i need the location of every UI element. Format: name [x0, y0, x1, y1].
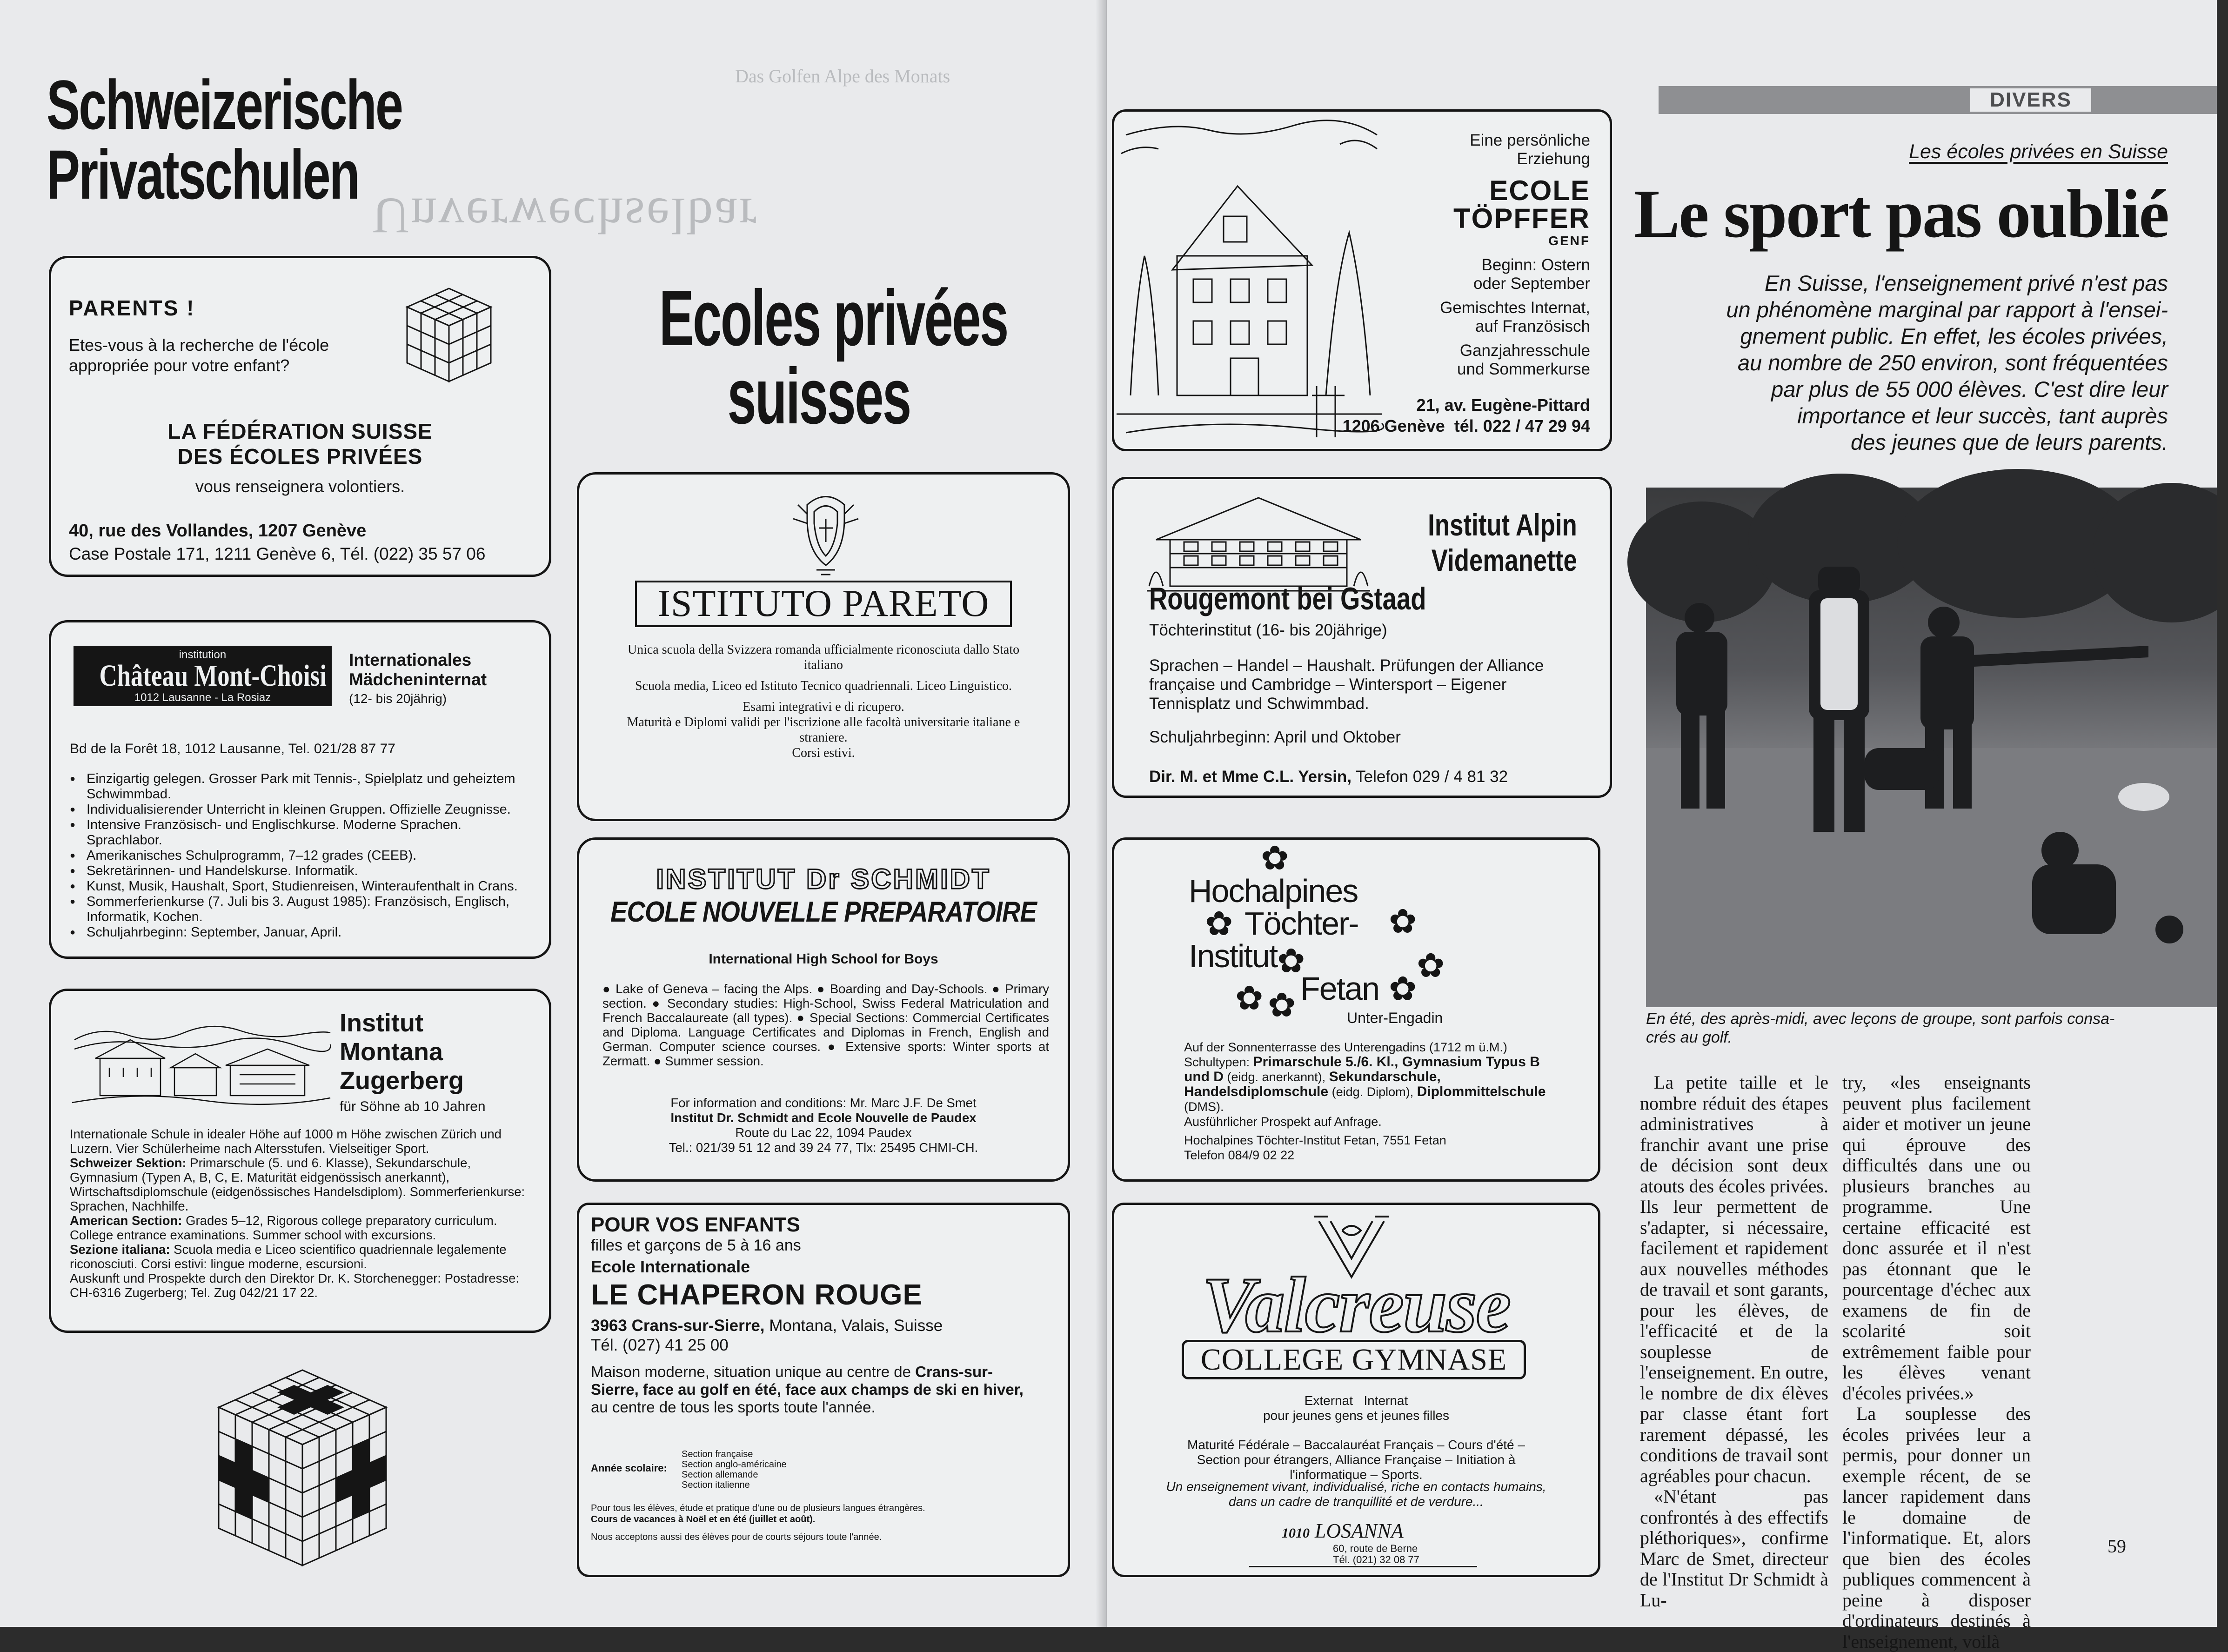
- article-paragraph: try, «les enseignants peuvent plus facilement aider et motiver un jeune qui éprouve des difficultés dans une ou plusieurs branches au programme. Une certaine efficacité est donc assurée et il n'est pas étonnant que le pourcentage d'échec aux examens de fin de scolarité soit extrêmement faible pour les élèves venant d'écoles privées.»: [1842, 1072, 2031, 1404]
- valcreuse-for: pour jeunes gens et jeunes filles: [1263, 1408, 1450, 1423]
- flower-icon: ✿: [1205, 905, 1233, 943]
- chaperon-tel: Tél. (027) 41 25 00: [591, 1336, 729, 1354]
- federation-line: DES ÉCOLES PRIVÉES: [177, 444, 423, 468]
- valcreuse-regime: Externat Internat: [1304, 1393, 1408, 1408]
- chaperon-note: Pour tous les élèves, étude et pratique d'une ou de plusieurs langues étrangères.: [591, 1503, 925, 1513]
- chateau-address: Bd de la Forêt 18, 1012 Lausanne, Tel. 021/28 87 77: [70, 741, 395, 756]
- ad-chateau-mont-choisi: [49, 620, 551, 959]
- chaperon-head: POUR VOS ENFANTS: [591, 1213, 800, 1236]
- ad-institut-fetan: [1112, 837, 1600, 1182]
- left-page: [0, 0, 1107, 1627]
- alpin-name: [1428, 507, 1577, 578]
- alpin-chalet-illustration: [1147, 488, 1370, 595]
- topffer-intro-line: Eine persönliche: [1470, 131, 1590, 149]
- montana-intro: Internationale Schule in idealer Höhe auf 1000 m Höhe zwischen Zürich und Luzern. Vier Schülerheime nach Altersstufen. Vielseitiger Sport.: [70, 1127, 502, 1156]
- chateau-type-line: Internationales: [349, 650, 472, 669]
- chaperon-notes: [591, 1503, 925, 1543]
- chaperon-section: Section italienne: [682, 1480, 750, 1490]
- pareto-line: Maturità e Diplomi validi per l'iscrizione alle facoltà universitarie italiane e straniere.: [627, 715, 1020, 745]
- montana-name: [340, 1009, 464, 1095]
- topffer-city: GENF: [1548, 234, 1590, 248]
- lead-line: des jeunes que de leurs parents.: [1851, 430, 2168, 455]
- list-item: ● Einzigartig gelegen. Grosser Park mit Tennis-, Spielplatz und geheiztem Schwimmbad.: [70, 771, 535, 802]
- fetan-types-label: Schultypen:: [1184, 1055, 1250, 1069]
- caption-line: En été, des après-midi, avec leçons de groupe, sont parfois consa-: [1646, 1010, 2115, 1028]
- valcreuse-motto: Un enseignement vivant, individualisé, riche en contacts humains, dans un cadre de tranquillité et de verdure...: [1166, 1479, 1546, 1509]
- right-page: [1107, 0, 2228, 1652]
- ghost-text-1: Unverwechselbar: [372, 187, 758, 244]
- flower-icon: ✿: [1389, 970, 1417, 1008]
- chateau-age: (12- bis 20jährig): [349, 691, 447, 706]
- puzzle-cube-icon: [402, 284, 495, 386]
- alpin-body: Sprachen – Handel – Haushalt. Prüfungen der Alliance française und Cambridge – Wintersport – Eigener Tennisplatz und Schwimmbad.: [1149, 656, 1544, 713]
- article-column-1: [1640, 1072, 1828, 1611]
- federation-postal: Case Postale 171, 1211 Genève 6, Tél. (022) 35 57 06: [69, 544, 486, 563]
- main-title-line-1: Schweizerische: [47, 66, 402, 144]
- alpin-name-line: Videmanette: [1431, 543, 1577, 577]
- valcreuse-zip: 1010: [1282, 1525, 1310, 1541]
- list-item: ● Sekretärinnen- und Handelskurse. Informatik.: [70, 863, 535, 879]
- topffer-phone: tél. 022 / 47 29 94: [1454, 416, 1590, 435]
- chaperon-school: Ecole Internationale: [591, 1257, 750, 1276]
- alpin-start: Schuljahrbeginn: April und Oktober: [1149, 728, 1401, 746]
- fetan-contact: Hochalpines Töchter-Institut Fetan, 7551 Fetan: [1184, 1133, 1446, 1147]
- schmidt-contact-line: For information and conditions: Mr. Marc J.F. De Smet: [670, 1096, 977, 1110]
- montana-american: Grades 5–12, Rigorous college preparatory curriculum. College entrance examinations. Summer school with excursions.: [70, 1213, 497, 1242]
- schmidt-contact: [579, 1096, 1068, 1155]
- chaperon-note: Cours de vacances à Noël et en été (juillet et août).: [591, 1514, 816, 1525]
- lead-line: importance et leur succès, tant auprès: [1797, 403, 2168, 428]
- schmidt-body: ● Lake of Geneva – facing the Alps. ● Boarding and Day-Schools. ● Primary section. ● Secondary studies: High-School, Swiss Federal Matriculation and French Baccalaureate (all types). ● Special Sections: Commercial Certificates and Diploma. Language Certificates and Diplomas in French, English and German. Computer science courses. ● Extensive sports: Winter sports at Zermatt. ● Summer session.: [602, 982, 1049, 1068]
- alpin-name-line: Institut Alpin: [1428, 508, 1577, 542]
- flower-icon: ✿: [1277, 943, 1305, 980]
- pareto-name-box: [635, 581, 1012, 627]
- montana-name-line: Institut: [340, 1009, 423, 1037]
- fetan-name-line: Töchter-: [1244, 905, 1358, 942]
- chaperon-note: Nous acceptons aussi des élèves pour de courts séjours toute l'année.: [591, 1532, 882, 1542]
- topffer-intro-line: Erziehung: [1517, 150, 1590, 168]
- topffer-tel: [1343, 416, 1590, 436]
- valcreuse-name-box: [1182, 1340, 1526, 1379]
- article-title: Le sport pas oublié: [1634, 176, 2168, 252]
- ad-institut-montana: [49, 989, 551, 1333]
- article-paragraph: La souplesse des écoles privées leur a permis, pour donner un exemple récent, de se lancer rapidement dans le domaine de l'informatique. Et, alors que bien des écoles publiques commencent à peine à disposer d'ordinateurs destinés à l'enseignement, voilà: [1842, 1403, 2031, 1652]
- golf-photo: [1646, 488, 2223, 1007]
- topffer-detail: Ganzjahresschule: [1459, 341, 1590, 360]
- main-title-line-2: Privatschulen: [47, 135, 359, 214]
- topffer-detail: Beginn: Ostern: [1481, 256, 1590, 274]
- chaperon-addr-bold: 3963 Crans-sur-Sierre,: [591, 1317, 765, 1335]
- ad-institut-alpin: [1112, 477, 1612, 798]
- ad-ecole-topffer: [1112, 109, 1612, 451]
- article-lead: [1631, 270, 2168, 455]
- parents-heading: PARENTS !: [69, 296, 195, 320]
- pareto-line: Unica scuola della Svizzera romanda ufficialmente riconosciuta dallo Stato italiano: [627, 642, 1020, 672]
- montana-italian: Scuola media e Liceo scientifico quadriennale legalemente riconosciuti. Corsi estivi: lingue moderne, escursioni.: [70, 1242, 507, 1271]
- page-edge: [2217, 0, 2228, 1627]
- fetan-name-line: Hochalpines: [1189, 873, 1358, 909]
- valcreuse-city: [1282, 1519, 1404, 1543]
- topffer-details: [1440, 256, 1590, 379]
- lead-line: En Suisse, l'enseignement privé n'est pas: [1764, 271, 2168, 295]
- lead-line: gnement public. En effet, les écoles privées,: [1740, 324, 2168, 348]
- fetan-body: [1184, 1040, 1566, 1163]
- chaperon-desc-1: Maison moderne, situation unique au centre de: [591, 1363, 911, 1380]
- lead-line: au nombre de 250 environ, sont fréquentées: [1738, 350, 2168, 375]
- fetan-name-line: Institut: [1189, 938, 1278, 974]
- fetan-location: Auf der Sonnenterrasse des Unterengadins (1712 m ü.M.): [1184, 1040, 1507, 1054]
- alpin-phone: Telefon 029 / 4 81 32: [1356, 768, 1508, 786]
- chateau-bullets: [70, 771, 535, 940]
- chaperon-desc: [591, 1363, 1037, 1416]
- topffer-detail: und Sommerkurse: [1457, 360, 1590, 378]
- flower-icon: ✿: [1235, 980, 1264, 1017]
- fetan-type: Diplommittelschule: [1417, 1084, 1546, 1099]
- flower-icon: ✿: [1261, 840, 1289, 877]
- fetan-type-note: (eidg. Diplom),: [1331, 1085, 1414, 1099]
- fetan-region: Unter-Engadin: [1347, 1010, 1443, 1026]
- flower-icon: ✿: [1268, 987, 1296, 1024]
- alpin-director: [1149, 768, 1508, 786]
- chateau-logo-place: 1012 Lausanne - La Rosiaz: [134, 691, 271, 704]
- alpin-sub: Töchterinstitut (16- bis 20jährige): [1149, 621, 1387, 639]
- flower-icon: ✿: [1389, 903, 1417, 940]
- valcreuse-street: 60, route de Berne: [1333, 1543, 1418, 1554]
- lead-line: par plus de 55 000 élèves. C'est dire leur: [1771, 377, 2168, 401]
- ad-istituto-pareto: [577, 472, 1070, 821]
- valcreuse-name: COLLEGE GYMNASE: [1200, 1343, 1507, 1377]
- list-item: ● Schuljahrbeginn: September, Januar, April.: [70, 925, 535, 940]
- pareto-crest-icon: [789, 486, 863, 579]
- valcreuse-city-name: LOSANNA: [1315, 1519, 1404, 1542]
- chaperon-desc-2: au centre de tous les sports toute l'année.: [591, 1398, 876, 1416]
- ad-valcreuse: [1112, 1203, 1600, 1577]
- list-item: ● Amerikanisches Schulprogramm, 7–12 grades (CEEB).: [70, 848, 535, 863]
- list-item: ● Intensive Französisch- und Englischkurse. Moderne Sprachen. Sprachlabor.: [70, 817, 535, 848]
- fetan-type-note: (DMS).: [1184, 1100, 1224, 1114]
- topffer-city-line: 1206 Genève: [1342, 416, 1445, 435]
- chaperon-address: [591, 1317, 943, 1335]
- ghost-text-2: Das Golfen Alpe des Monats: [735, 66, 950, 87]
- valcreuse-programs: Maturité Fédérale – Baccalauréat Français – Cours d'été – Section pour étrangers, Alliance Française – Initiation à l'informatique – Sports.: [1187, 1438, 1525, 1482]
- chateau-logo: [74, 646, 332, 706]
- chaperon-section: Section anglo-américaine: [682, 1459, 787, 1470]
- ad-chaperon-rouge: [577, 1203, 1070, 1577]
- article-paragraph: La petite taille et le nombre réduit des étapes administratives à franchir avant une prise de décision sont deux atouts des écoles privées. Ils leur permettent de s'adapter, si nécessaire, facilement et rapidement aux nouvelles méthodes de travail et sont garants, pour les élèves, de l'efficacité et de la souplesse de l'enseignement. En outre, le nombre de dix élèves par classe étant fort rarement dépassé, les conditions de travail sont agréables pour chacun.: [1640, 1072, 1828, 1486]
- montana-swiss-label: Schweizer Sektion:: [70, 1156, 187, 1170]
- montana-contact: Auskunft und Prospekte durch den Direktor Dr. K. Storchenegger: Postadresse: CH-6316 Zugerberg; Tel. Zug 042/21 17 22.: [70, 1271, 520, 1300]
- pareto-name: ISTITUTO PARETO: [657, 582, 990, 624]
- federation-name: [51, 419, 549, 469]
- fetan-name: [1189, 875, 1379, 1005]
- article-paragraph: «N'étant pas confrontés à des effectifs pléthoriques», confirme Marc de Smet, directeur de l'Institut Dr Schmidt à Lu-: [1640, 1486, 1828, 1611]
- topffer-house-illustration: [1117, 116, 1382, 442]
- topffer-address: 21, av. Eugène-Pittard: [1416, 395, 1590, 415]
- schmidt-contact-line: Institut Dr. Schmidt and Ecole Nouvelle de Paudex: [670, 1110, 977, 1125]
- alpin-place: Rougemont bei Gstaad: [1149, 581, 1426, 616]
- topffer-name-line: TÖPFFER: [1453, 203, 1590, 234]
- topffer-intro: [1470, 131, 1590, 168]
- schmidt-sub: International High School for Boys: [709, 951, 938, 967]
- fetan-phone: Telefon 084/9 02 22: [1184, 1148, 1295, 1162]
- topffer-name: [1453, 177, 1590, 233]
- page-number: 59: [2108, 1536, 2126, 1557]
- cross-cube-icon: [214, 1365, 391, 1570]
- topffer-name-line: ECOLE: [1489, 175, 1590, 206]
- chaperon-annee-label: Année scolaire:: [591, 1462, 667, 1474]
- chaperon-addr: Montana, Valais, Suisse: [769, 1317, 943, 1335]
- main-title: [47, 66, 549, 223]
- fetan-name-line: Fetan: [1300, 970, 1379, 1007]
- fetan-type-note: (eidg. anerkannt),: [1227, 1070, 1326, 1084]
- federation-line: LA FÉDÉRATION SUISSE: [167, 419, 433, 443]
- valcreuse-address: [1333, 1543, 1419, 1565]
- center-title-line-2: suisses: [727, 352, 910, 441]
- schmidt-name-1: INSTITUT Dr SCHMIDT: [656, 863, 991, 895]
- article-kicker: Les écoles privées en Suisse: [1909, 140, 2168, 163]
- caption-line: crés au golf.: [1646, 1029, 1733, 1046]
- article-column-2: [1842, 1072, 2031, 1652]
- lead-line: un phénomène marginal par rapport à l'ensei-: [1726, 297, 2168, 322]
- chateau-logo-name: Château Mont-Choisi: [99, 659, 327, 693]
- question-line: appropriée pour votre enfant?: [69, 356, 290, 375]
- fetan-type: Primarschule 5./6. Kl., Gymnasium Typus B und D: [1184, 1054, 1540, 1084]
- alpin-director-name: Dir. M. et Mme C.L. Yersin,: [1149, 768, 1352, 786]
- center-title-line-1: Ecoles privées: [659, 274, 1008, 362]
- pareto-body: [626, 642, 1021, 761]
- center-title: [577, 274, 1061, 441]
- section-bar: [1659, 86, 2217, 114]
- topffer-detail: auf Französisch: [1475, 317, 1590, 335]
- schmidt-contact-line: Route du Lac 22, 1094 Paudex: [735, 1125, 912, 1140]
- parents-question: [69, 335, 329, 376]
- topffer-detail: oder September: [1473, 274, 1590, 293]
- valcreuse-rule: [1249, 1566, 1477, 1567]
- montana-sub: für Söhne ab 10 Jahren: [340, 1099, 486, 1114]
- montana-body: [70, 1127, 535, 1300]
- schmidt-name-2: ECOLE NOUVELLE PREPARATOIRE: [610, 896, 1037, 928]
- list-item: ● Kunst, Musik, Haushalt, Sport, Studienreisen, Winteraufenthalt in Crans.: [70, 879, 535, 894]
- flower-icon: ✿: [1417, 947, 1445, 984]
- pareto-line: Scuola media, Liceo ed Istituto Tecnico quadriennali. Liceo Linguistico.: [635, 679, 1012, 693]
- chateau-type: [349, 650, 487, 689]
- ad-institut-schmidt: [577, 837, 1070, 1182]
- chaperon-name: LE CHAPERON ROUGE: [591, 1279, 923, 1311]
- chaperon-section: Section allemande: [682, 1470, 758, 1480]
- fetan-prospect: Ausführlicher Prospekt auf Anfrage.: [1184, 1115, 1382, 1129]
- pareto-line: Corsi estivi.: [792, 746, 855, 760]
- federation-address: 40, rue des Vollandes, 1207 Genève: [69, 521, 367, 541]
- montana-name-line: Montana: [340, 1038, 443, 1066]
- federation-informs: vous renseignera volontiers.: [195, 477, 405, 496]
- chaperon-ages: filles et garçons de 5 à 16 ans: [591, 1237, 801, 1254]
- topffer-detail: Gemischtes Internat,: [1440, 299, 1590, 317]
- chateau-type-line: Mädcheninternat: [349, 670, 487, 689]
- section-label: DIVERS: [1970, 88, 2091, 112]
- schmidt-contact-line: Tel.: 021/39 51 12 and 39 24 77, Tlx: 25495 CHMI-CH.: [669, 1140, 978, 1155]
- photo-caption: [1646, 1010, 2214, 1047]
- list-item: ● Individualisierender Unterricht in kleinen Gruppen. Offizielle Zeugnisse.: [70, 802, 535, 817]
- fetan-type: Sekundarschule, Handelsdiplomschule: [1184, 1069, 1441, 1099]
- pareto-line: Esami integrativi e di ricupero.: [743, 700, 904, 714]
- montana-name-line: Zugerberg: [340, 1067, 464, 1095]
- chaperon-section: Section française: [682, 1449, 753, 1459]
- chateau-logo-small: institution: [179, 649, 227, 661]
- montana-building-illustration: [72, 1012, 333, 1105]
- montana-swiss: Primarschule (5. und 6. Klasse), Sekundarschule, Gymnasium (Typen A, B, C, E. Maturität eidgenössisch anerkannt), Wirtschaftsdiplomschule (eidgenössisches Handelsdiplom). Sommerferienkurse: Sprachen, Nachhilfe.: [70, 1156, 525, 1213]
- chaperon-sections: [682, 1449, 787, 1490]
- valcreuse-phone: Tél. (021) 32 08 77: [1333, 1554, 1419, 1565]
- ad-parents: [49, 256, 551, 577]
- montana-american-label: American Section:: [70, 1213, 182, 1228]
- valcreuse-script: Valcreuse: [1202, 1261, 1510, 1349]
- montana-italian-label: Sezione italiana:: [70, 1242, 170, 1257]
- list-item: ● Sommerferienkurse (7. Juli bis 3. August 1985): Französisch, Englisch, Informatik, Kochen.: [70, 894, 535, 925]
- chaperon-desc-bold: Crans-sur-Sierre, face au golf en été, face aux champs de ski en hiver,: [591, 1363, 1024, 1398]
- question-line: Etes-vous à la recherche de l'école: [69, 335, 329, 354]
